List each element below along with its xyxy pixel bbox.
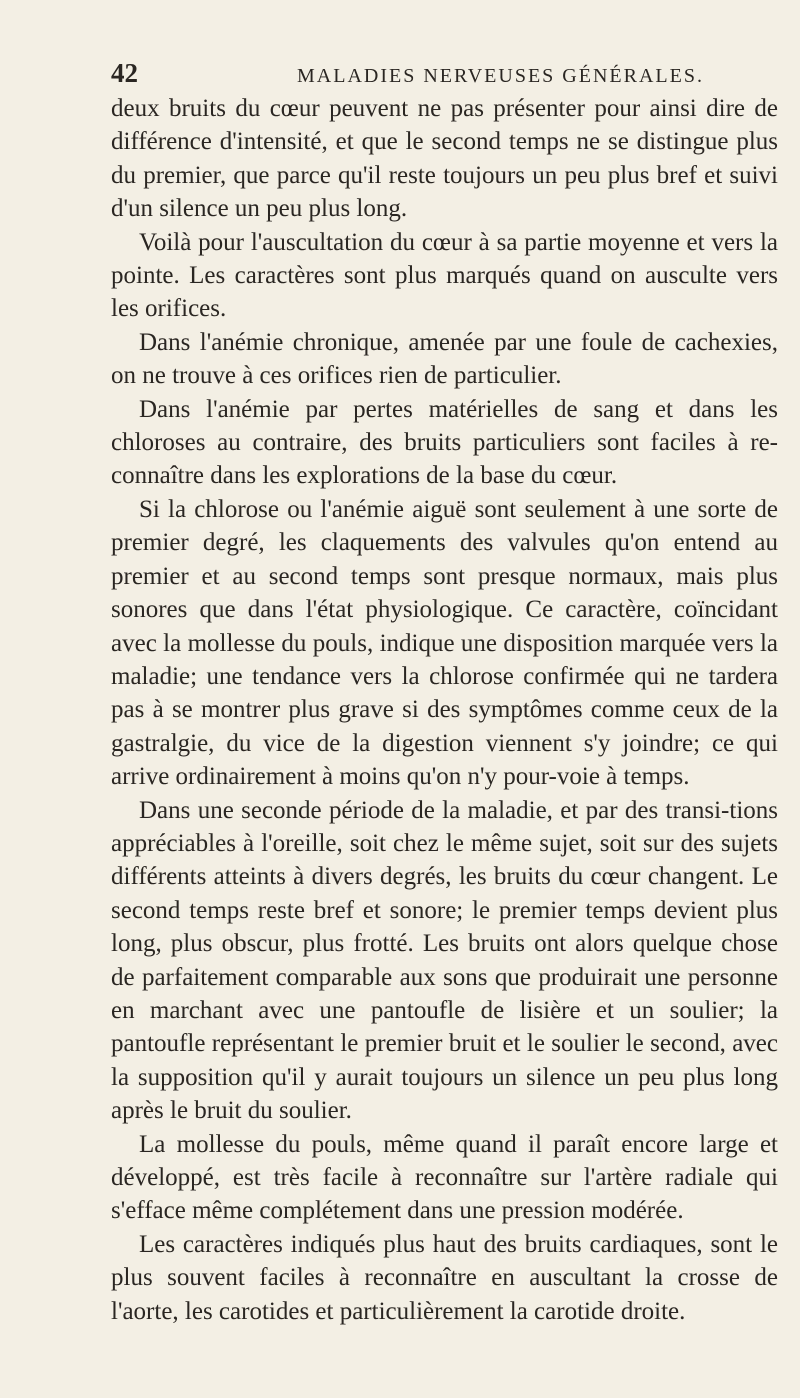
paragraph: Si la chlorose ou l'anémie aiguë sont seulement à une sorte de premier degré, les claquements des valvules qu'on entend au premier et au second temps sont presque normaux, mais plus sonores que dans l'état physiologique. Ce caractère, coïncidant avec la mollesse du pouls, indique une disposition marquée vers la maladie; une tendance vers la chlorose confirmée qui ne tardera pas à se montrer plus grave si des symptômes comme ceux de la gastralgie, du vice de la digestion viennent s'y joindre; ce qui arrive ordinairement à moins qu'on n'y pour-voie à temps. (111, 495, 778, 791)
paragraph: Les caractères indiqués plus haut des bruits cardiaques, sont le plus souvent faciles à reconnaître en auscultant la crosse de l'aorte, les carotides et particulièrement la carotide droite. (111, 1230, 778, 1325)
running-title: MALADIES NERVEUSES GÉNÉRALES. (297, 65, 704, 87)
paragraph: La mollesse du pouls, même quand il paraît encore large et développé, est très facile à reconnaître sur l'artère radiale qui s'efface même complétement dans une pression modérée. (111, 1130, 778, 1225)
paragraph: Dans l'anémie chronique, amenée par une foule de cachexies, on ne trouve à ces orifices rien de particulier. (111, 328, 778, 390)
running-head (111, 58, 778, 92)
paragraph: Dans une seconde période de la maladie, et par des transi-tions appréciables à l'oreille, soit chez le même sujet, soit sur des sujets différents atteints à divers degrés, les bruits du cœur changent. Le second temps reste bref et sonore; le premier temps devient plus long, plus obscur, plus frotté. Les bruits ont alors quelque chose de parfaitement comparable aux sons que produirait une personne en marchant avec une pantoufle de lisière et un soulier; la pantoufle représentant le premier bruit et le soulier le second, avec la supposition qu'il y aurait toujours un silence un peu plus long après le bruit du soulier. (111, 796, 778, 1125)
page-number: 42 (111, 58, 138, 88)
paragraph: Dans l'anémie par pertes matérielles de sang et dans les chloroses au contraire, des bruits particuliers sont faciles à re-connaître dans les explorations de la base du cœur. (111, 395, 778, 490)
paragraph: Voilà pour l'auscultation du cœur à sa partie moyenne et vers la pointe. Les caractères sont plus marqués quand on ausculte vers les orifices. (111, 228, 778, 323)
body-text (111, 92, 778, 1328)
paragraph: deux bruits du cœur peuvent ne pas présenter pour ainsi dire de différence d'intensité, et que le second temps ne se distingue plus du premier, que parce qu'il reste toujours un peu plus bref et suivi d'un silence un peu plus long. (111, 95, 778, 223)
